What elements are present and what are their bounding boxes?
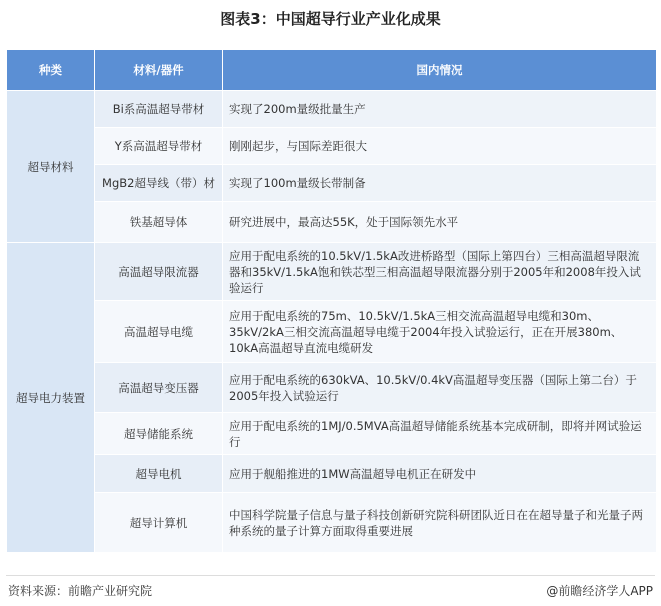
status-cell: 应用于配电系统的1MJ/0.5MVA高温超导储能系统基本完成研制，即将并网试验运行 xyxy=(223,413,657,455)
page-title: 图表3：中国超导行业产业化成果 xyxy=(220,10,441,28)
status-cell: 实现了200m量级批量生产 xyxy=(223,91,657,128)
table-row xyxy=(7,91,657,128)
category-cell: 超导电力装置 xyxy=(7,243,95,553)
table-row xyxy=(7,363,657,413)
material-cell: 高温超导限流器 xyxy=(95,243,223,301)
table-row xyxy=(7,243,657,301)
material-cell: 超导计算机 xyxy=(95,493,223,553)
table-row xyxy=(7,413,657,455)
material-cell: 高温超导电缆 xyxy=(95,301,223,363)
status-cell: 实现了100m量级长带制备 xyxy=(223,165,657,202)
header-status: 国内情况 xyxy=(223,50,657,91)
table-row xyxy=(7,301,657,363)
category-cell: 超导材料 xyxy=(7,91,95,243)
table-row xyxy=(7,455,657,493)
status-cell: 应用于配电系统的630kVA、10.5kV/0.4kV高温超导变压器（国际上第二台）于2005年投入试验运行 xyxy=(223,363,657,413)
material-cell: 超导电机 xyxy=(95,455,223,493)
material-cell: 高温超导变压器 xyxy=(95,363,223,413)
source-note: 资料来源：前瞻产业研究院 xyxy=(8,584,153,598)
table-row xyxy=(7,202,657,243)
status-cell: 中国科学院量子信息与量子科技创新研究院科研团队近日在在超导量子和光量子两种系统的量子计算方面取得重要进展 xyxy=(223,493,657,553)
table-row xyxy=(7,493,657,553)
status-cell: 应用于配电系统的75m、10.5kV/1.5kA三相交流高温超导电缆和30m、35kV/2kA三相交流高温超导电缆于2004年投入试验运行，正在开展380m、10kA高温超导直流电缆研发 xyxy=(223,301,657,363)
material-cell: 超导储能系统 xyxy=(95,413,223,455)
material-cell: Y系高温超导带材 xyxy=(95,128,223,165)
status-cell: 应用于舰船推进的1MW高温超导电机正在研发中 xyxy=(223,455,657,493)
header-material: 材料/器件 xyxy=(95,50,223,91)
status-cell: 研究进展中，最高达55K，处于国际领先水平 xyxy=(223,202,657,243)
results-table xyxy=(6,49,657,553)
material-cell: MgB2超导线（带）材 xyxy=(95,165,223,202)
table-header-row xyxy=(7,50,657,91)
header-category: 种类 xyxy=(7,50,95,91)
brand-credit: @前瞻经济学人APP xyxy=(546,584,653,598)
table-row xyxy=(7,128,657,165)
status-cell: 应用于配电系统的10.5kV/1.5kA改进桥路型（国际上第四台）三相高温超导限流器和35kV/1.5kA饱和铁芯型三相高温超导限流器分别于2005年和2008年投入试验运行 xyxy=(223,243,657,301)
material-cell: Bi系高温超导带材 xyxy=(95,91,223,128)
table-row xyxy=(7,165,657,202)
footer-divider xyxy=(6,575,655,576)
status-cell: 刚刚起步，与国际差距很大 xyxy=(223,128,657,165)
material-cell: 铁基超导体 xyxy=(95,202,223,243)
